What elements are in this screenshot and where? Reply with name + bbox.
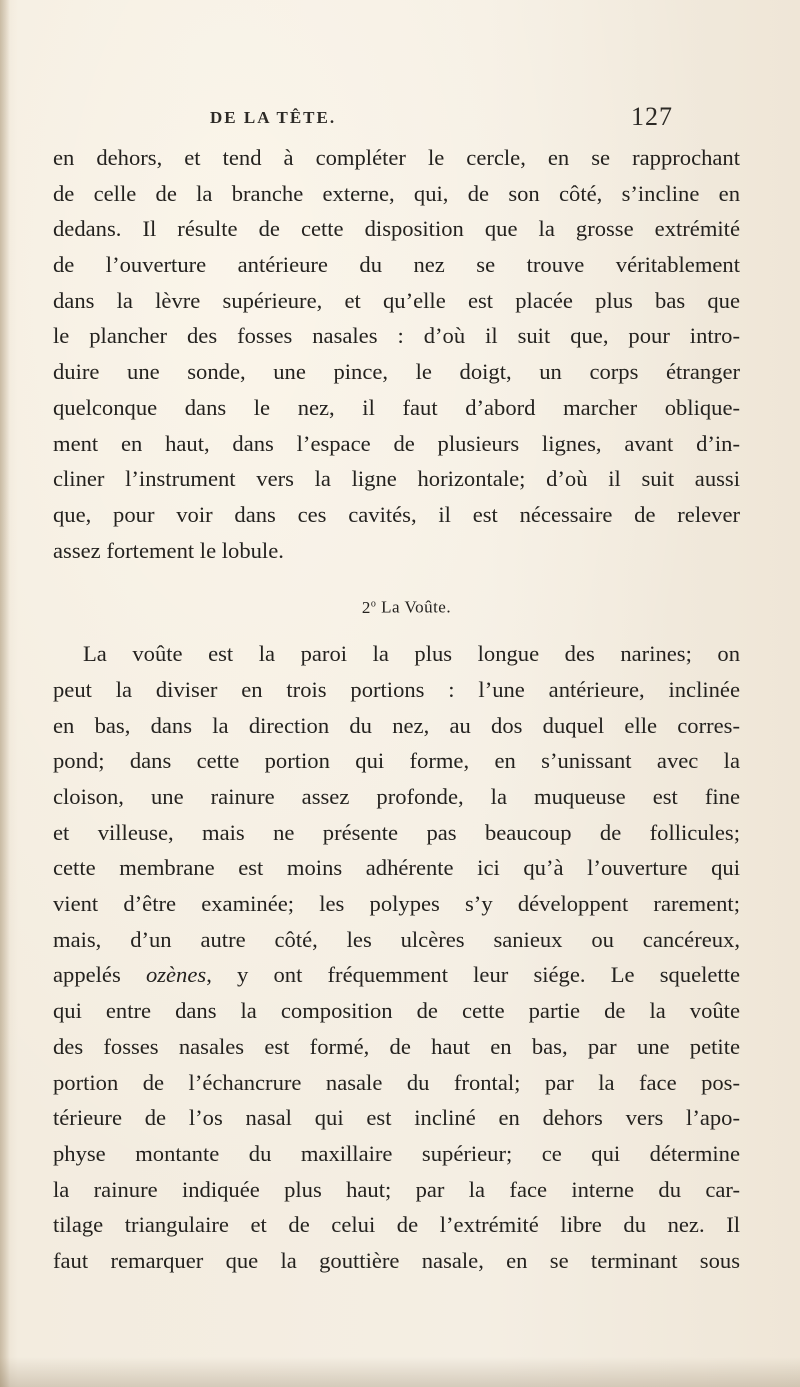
text-line: des fosses nasales est formé, de haut en bas, par une petite	[53, 1033, 740, 1059]
paragraph-2	[53, 636, 740, 1278]
page-number: 127	[631, 102, 673, 131]
running-title: DE LA TÊTE.	[210, 108, 337, 127]
text-line: et villeuse, mais ne présente pas beaucoup de follicules;	[53, 819, 740, 845]
text-line-ozenes: appelés ozènes, y ont fréquemment leur siége. Le squelette	[53, 962, 740, 988]
text-line: vient d’être examinée; les polypes s’y développent rarement;	[53, 891, 740, 917]
section-heading	[53, 586, 740, 622]
text-line: duire une sonde, une pince, le doigt, un corps étranger	[53, 359, 740, 385]
text-line: pond; dans cette portion qui forme, en s’unissant avec la	[53, 748, 740, 774]
text-line: cloison, une rainure assez profonde, la muqueuse est fine	[53, 784, 740, 809]
text-line: cette membrane est moins adhérente ici qu’à l’ouverture qui	[53, 855, 740, 881]
text-line: tilage triangulaire et de celui de l’extrémité libre du nez. Il	[53, 1212, 740, 1238]
text-line: peut la diviser en trois portions : l’une antérieure, inclinée	[53, 676, 740, 702]
text-line: cliner l’instrument vers la ligne horizontale; d’où il suit aussi	[53, 466, 740, 492]
text-line: physe montante du maxillaire supérieur; ce qui détermine	[53, 1140, 740, 1166]
text-line: térieure de l’os nasal qui est incliné en dehors vers l’apo-	[53, 1105, 740, 1131]
ordinal-mark: o	[370, 598, 377, 610]
page-bottom-shadow	[0, 1357, 800, 1387]
text-line: le plancher des fosses nasales : d’où il suit que, pour intro-	[53, 323, 740, 349]
text-line: La voûte est la paroi la plus longue des narines; on	[83, 641, 740, 667]
text-line: de l’ouverture antérieure du nez se trouve véritablement	[53, 252, 740, 278]
text-line: la rainure indiquée plus haut; par la face interne du car-	[53, 1176, 740, 1202]
text-line: assez fortement le lobule.	[53, 537, 284, 563]
section-title: La Voûte.	[381, 597, 452, 617]
text-line: dedans. Il résulte de cette disposition que la grosse extrémité	[53, 216, 740, 242]
section-number: 2$^o$	[361, 597, 377, 617]
text-line: faut remarquer que la gouttière nasale, en se terminant sous	[53, 1247, 740, 1273]
text-line: portion de l’échancrure nasale du frontal; par la face pos-	[53, 1069, 740, 1095]
page-edge-shadow	[0, 0, 10, 1387]
term-ozenes: ozènes	[145, 962, 207, 988]
paragraph-1	[53, 140, 740, 568]
text-line: en dehors, et tend à compléter le cercle, en se rapprochant	[53, 145, 740, 170]
text-line: que, pour voir dans ces cavités, il est nécessaire de relever	[53, 501, 740, 527]
text-line: en bas, dans la direction du nez, au dos duquel elle corres-	[53, 712, 740, 738]
text-line: qui entre dans la composition de cette partie de la voûte	[53, 998, 740, 1024]
text-line: quelconque dans le nez, il faut d’abord marcher oblique-	[53, 394, 740, 420]
text-line: dans la lèvre supérieure, et qu’elle est placée plus bas que	[53, 287, 740, 313]
text-line: ment en haut, dans l’espace de plusieurs lignes, avant d’in-	[53, 430, 740, 456]
page-header	[210, 100, 673, 140]
body-text	[53, 140, 740, 1279]
text-line: de celle de la branche externe, qui, de son côté, s’incline en	[53, 180, 740, 206]
text-line: mais, d’un autre côté, les ulcères sanieux ou cancéreux,	[53, 926, 740, 952]
